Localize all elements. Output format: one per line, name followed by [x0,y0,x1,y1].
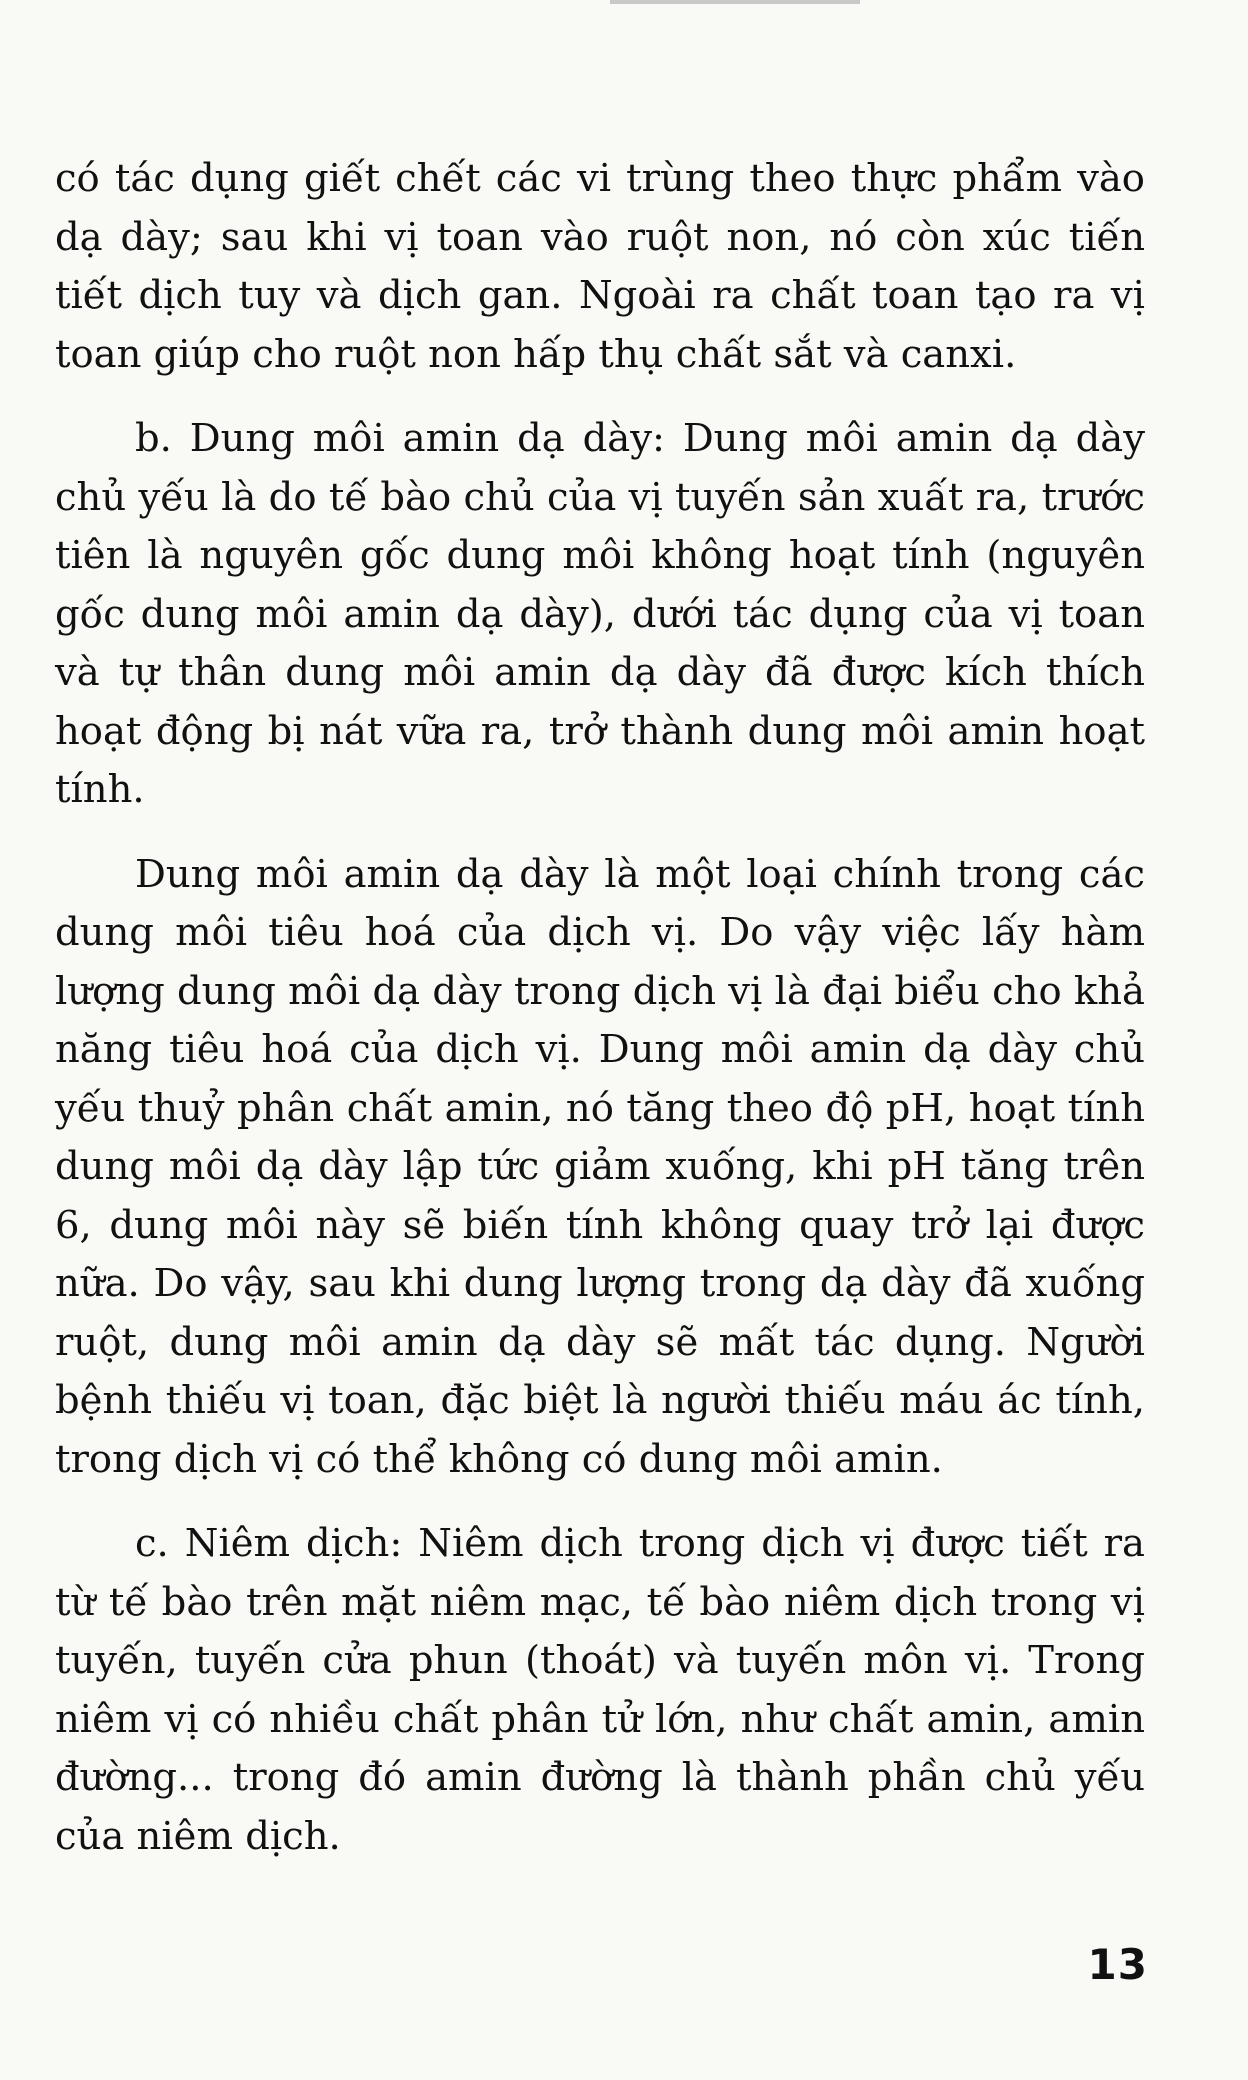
top-edge-rule [610,0,860,4]
paragraph-mucus: c. Niêm dịch: Niêm dịch trong dịch vị được tiết ra từ tế bào trên mặt niêm mạc, tế bào niêm dịch trong vị tuyến, tuyến cửa phun (thoát) và tuyến môn vị. Trong niêm vị có nhiều chất phân tử lớn, như chất amin, amin đường... trong đó amin đường là thành phần chủ yếu của niêm dịch. [55,1521,1145,1859]
paragraph-continuation: có tác dụng giết chết các vi trùng theo thực phẩm vào dạ dày; sau khi vị toan vào ruột non, nó còn xúc tiến tiết dịch tuy và dịch gan. Ngoài ra chất toan tạo ra vị toan giúp cho ruột non hấp thụ chất sắt và canxi. [55,156,1145,377]
page-number: 13 [1087,1940,1148,1989]
paragraph-enzyme-details: Dung môi amin dạ dày là một loại chính trong các dung môi tiêu hoá của dịch vị. Do vậy việc lấy hàm lượng dung môi dạ dày trong dịch vị là đại biểu cho khả năng tiêu hoá của dịch vị. Dung môi amin dạ dày chủ yếu thuỷ phân chất amin, nó tăng theo độ pH, hoạt tính dung môi dạ dày lập tức giảm xuống, khi pH tăng trên 6, dung môi này sẽ biến tính không quay trở lại được nữa. Do vậy, sau khi dung lượng trong dạ dày đã xuống ruột, dung môi amin dạ dày sẽ mất tác dụng. Người bệnh thiếu vị toan, đặc biệt là người thiếu máu ác tính, trong dịch vị có thể không có dung môi amin. [55,851,1145,1482]
body-text [55,150,1145,1866]
paragraph-gastric-enzyme: b. Dung môi amin dạ dày: Dung môi amin dạ dày chủ yếu là do tế bào chủ của vị tuyến sản xuất ra, trước tiên là nguyên gốc dung môi không hoạt tính (nguyên gốc dung môi amin dạ dày), dưới tác dụng của vị toan và tự thân dung môi amin dạ dày đã được kích thích hoạt động bị nát vữa ra, trở thành dung môi amin hoạt tính. [55,416,1145,812]
